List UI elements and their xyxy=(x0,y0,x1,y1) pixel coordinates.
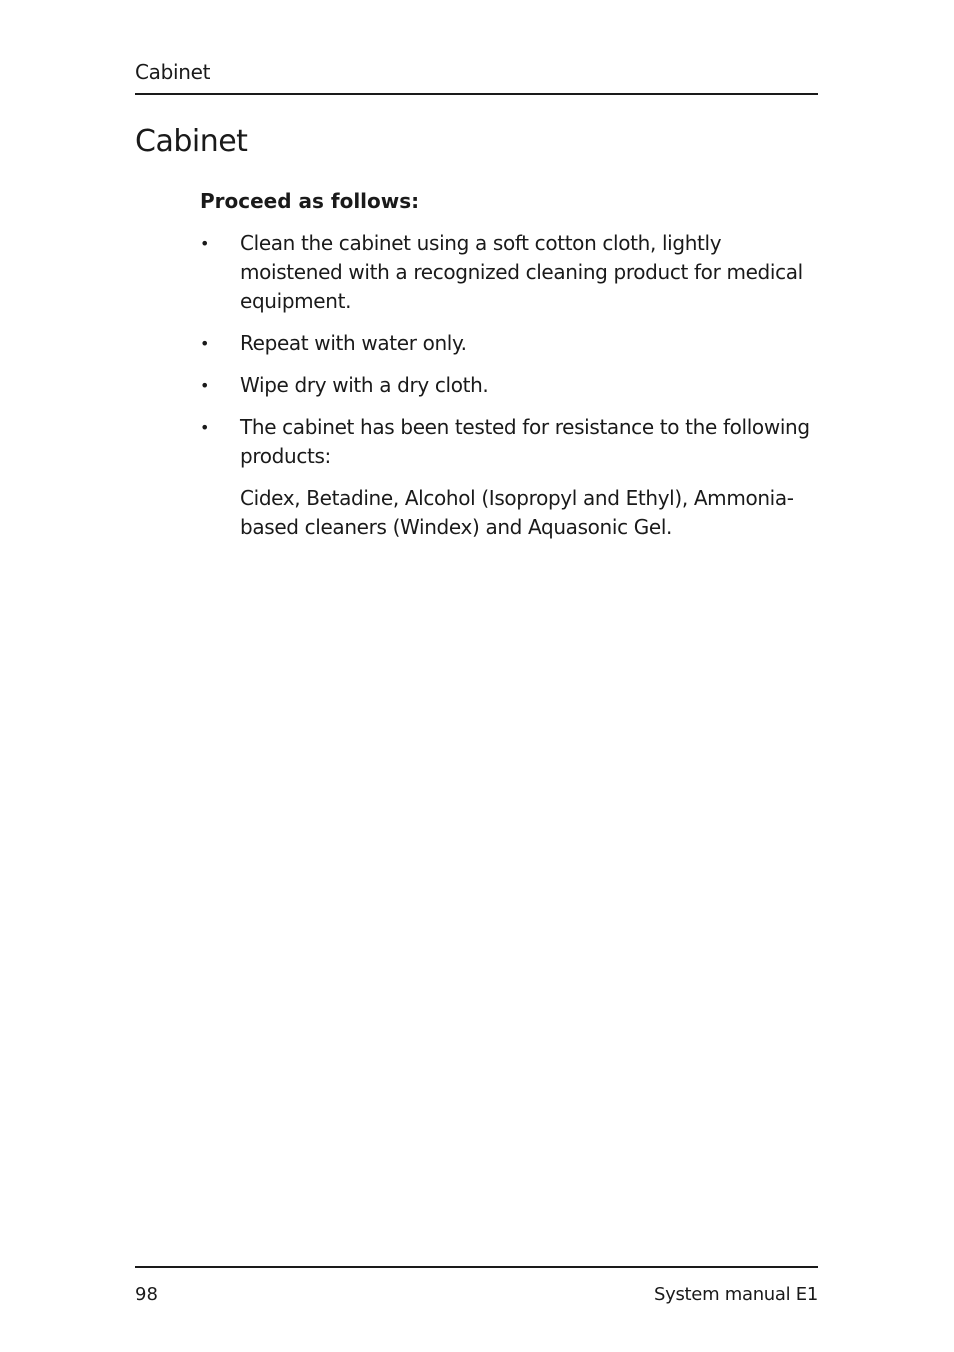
list-item xyxy=(200,413,820,542)
bullet-icon: • xyxy=(200,234,210,253)
list-item-subtext: Cidex, Betadine, Alcohol (Isopropyl and Ethyl), Ammonia-based cleaners (Windex) and Aquasonic Gel. xyxy=(240,486,794,539)
bullet-icon: • xyxy=(200,334,210,353)
running-header: Cabinet xyxy=(135,60,211,84)
list-item xyxy=(200,229,820,316)
header-rule xyxy=(135,93,818,95)
bullet-icon: • xyxy=(200,376,210,395)
footer-rule xyxy=(135,1266,818,1268)
procedure-intro: Proceed as follows: xyxy=(200,189,420,213)
list-item xyxy=(200,329,820,358)
manual-title: System manual E1 xyxy=(653,1284,818,1305)
list-item-text: Clean the cabinet using a soft cotton cloth, lightly moistened with a recognized cleaning product for medical equipment. xyxy=(240,231,803,313)
list-item-text: Wipe dry with a dry cloth. xyxy=(240,373,489,397)
page-title: Cabinet xyxy=(135,124,248,159)
list-item-text: The cabinet has been tested for resistance to the following products: xyxy=(240,415,810,468)
page-number: 98 xyxy=(135,1284,158,1305)
procedure-list xyxy=(200,229,820,555)
list-item xyxy=(200,371,820,400)
bullet-icon: • xyxy=(200,418,210,437)
list-item-text: Repeat with water only. xyxy=(240,331,467,355)
